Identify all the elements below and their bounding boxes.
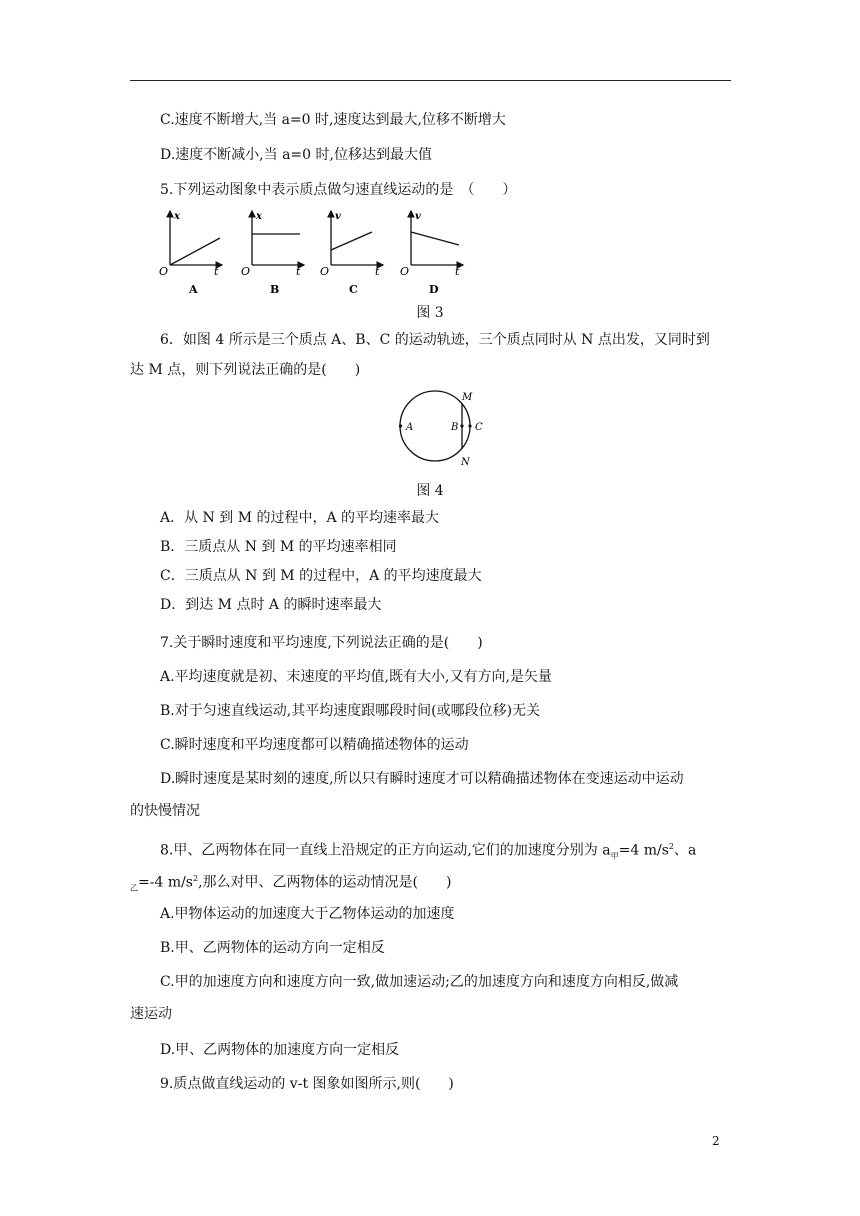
- q4-option-c: C.速度不断增大,当 a=0 时,速度达到最大,位移不断增大: [160, 112, 506, 128]
- graph-b-x-label: t: [296, 265, 301, 278]
- graph-c-x-label: t: [375, 265, 380, 278]
- graph-a: [159, 211, 222, 296]
- q5-stem: 5.下列运动图象中表示质点做匀速直线运动的是 （ ）: [160, 182, 517, 198]
- graph-c-label: C: [349, 283, 358, 296]
- point-m-label: M: [462, 392, 473, 403]
- graph-d-y-label: v: [415, 211, 421, 222]
- figure-4-diagram: [395, 387, 495, 469]
- graph-d-label: D: [429, 283, 439, 296]
- q6-option-c: C．三质点从 N 到 M 的过程中，A 的平均速度最大: [160, 568, 482, 584]
- q8-option-c-line2: 速运动: [130, 1006, 172, 1022]
- q7-option-a: A.平均速度就是初、末速度的平均值,既有大小,又有方向,是矢量: [160, 669, 552, 685]
- header-rule: [130, 80, 731, 81]
- graph-a-y-label: x: [174, 211, 180, 222]
- q7-stem: 7.关于瞬时速度和平均速度,下列说法正确的是( ): [160, 635, 483, 651]
- graph-a-origin: O: [159, 265, 169, 278]
- figure-3-caption: 图 3: [416, 305, 444, 321]
- q4-option-d: D.速度不断减小,当 a=0 时,位移达到最大值: [160, 147, 432, 163]
- graph-d-x-label: t: [455, 265, 460, 278]
- figure-4-caption: 图 4: [416, 483, 444, 499]
- q9-stem: 9.质点做直线运动的 v-t 图象如图所示,则( ): [160, 1076, 454, 1092]
- graph-d: [400, 211, 463, 296]
- graph-c-y-label: v: [335, 211, 341, 222]
- q8-option-b: B.甲、乙两物体的运动方向一定相反: [160, 940, 385, 956]
- q7-option-d-line1: D.瞬时速度是某时刻的速度,所以只有瞬时速度才可以精确描述物体在变速运动中运动: [160, 771, 684, 787]
- q7-option-d-line2: 的快慢情况: [130, 803, 200, 819]
- q7-option-c: C.瞬时速度和平均速度都可以精确描述物体的运动: [160, 737, 469, 753]
- point-c-label: C: [475, 422, 483, 433]
- page-number: 2: [712, 1134, 720, 1148]
- graph-c: [320, 211, 383, 296]
- q6-option-d: D．到达 M 点时 A 的瞬时速率最大: [160, 597, 382, 613]
- q8-stem-line2: $_乙$=-4 $m/s^2$,那么对甲、乙两物体的运动情况是( ): [130, 874, 452, 893]
- point-b-label: B: [451, 422, 459, 433]
- graph-d-origin: O: [400, 265, 410, 278]
- q6-stem-line2: 达 M 点，则下列说法正确的是( ): [130, 362, 361, 378]
- graph-a-x-label: t: [214, 265, 219, 278]
- graph-b: [241, 211, 304, 296]
- q8-stem-line1: 8.甲、乙两物体在同一直线上沿规定的正方向运动,它们的加速度分别为 $a_甲=4$ $m/s^2$、a: [160, 842, 697, 861]
- q6-option-a: A．从 N 到 M 的过程中，A 的平均速率最大: [160, 510, 440, 526]
- graph-c-origin: O: [320, 265, 330, 278]
- q6-stem-line1: 6．如图 4 所示是三个质点 A、B、C 的运动轨迹，三个质点同时从 N 点出发，又同时到: [160, 332, 710, 348]
- q8-option-d: D.甲、乙两物体的加速度方向一定相反: [160, 1042, 400, 1058]
- graph-b-origin: O: [241, 265, 251, 278]
- graph-b-y-label: x: [256, 211, 262, 222]
- figure-3-graphs: [150, 203, 470, 298]
- q7-option-b: B.对于匀速直线运动,其平均速度跟哪段时间(或哪段位移)无关: [160, 703, 541, 719]
- graph-b-label: B: [270, 283, 280, 296]
- q6-option-b: B．三质点从 N 到 M 的平均速率相同: [160, 539, 397, 555]
- q8-option-a: A.甲物体运动的加速度大于乙物体运动的加速度: [160, 906, 455, 922]
- point-a-label: A: [406, 422, 414, 433]
- q8-option-c-line1: C.甲的加速度方向和速度方向一致,做加速运动;乙的加速度方向和速度方向相反,做减: [160, 974, 679, 990]
- graph-a-label: A: [189, 283, 198, 296]
- point-n-label: N: [461, 457, 470, 468]
